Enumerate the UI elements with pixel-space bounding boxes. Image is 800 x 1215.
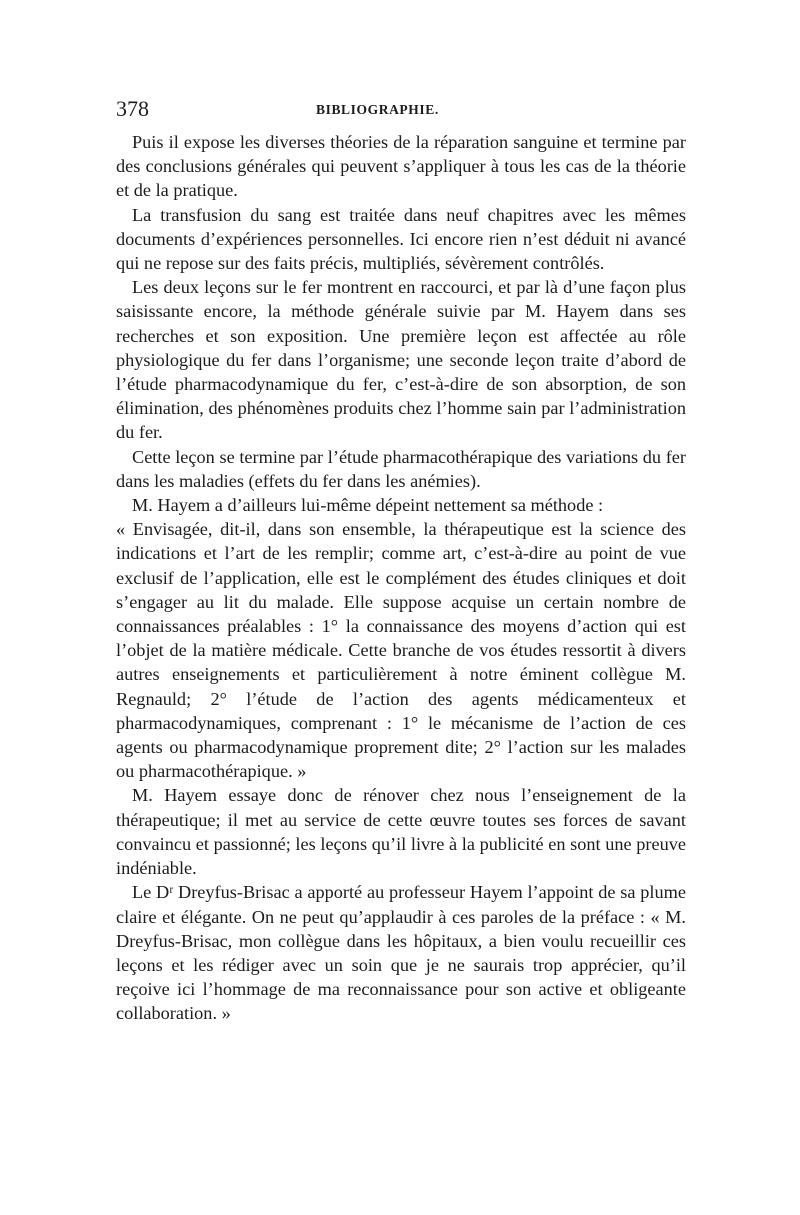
- body-text: [116, 130, 686, 1026]
- paragraph-iron-conclusion: Cette leçon se termine par l’étude pharmacothérapique des variations du fer dans les maladies (effets du fer dans les anémies).: [116, 446, 686, 491]
- paragraph-iron-lessons: Les deux leçons sur le fer montrent en raccourci, et par là d’une façon plus saisissante encore, la méthode générale suivie par M. Hayem dans ses recherches et son exposition. Une première leçon est affectée au rôle physiologique du fer dans l’organisme; une seconde leçon traite d’abord de l’étude pharmacodynamique du fer, c’est-à-dire de son absorption, de son élimination, des phénomènes produits chez l’homme sain par l’administration du fer.: [116, 277, 686, 443]
- paragraph-method-intro: M. Hayem a d’ailleurs lui-même dépeint nettement sa méthode :: [132, 495, 604, 516]
- running-head: BIBLIOGRAPHIE.: [316, 102, 439, 117]
- page-number: 378: [116, 96, 149, 121]
- paragraph-transfusion: La transfusion du sang est traitée dans neuf chapitres avec les mêmes documents d’expériences personnelles. Ici encore rien n’est déduit ni avancé qui ne repose sur des faits précis, multipliés, sévèrement contrôlés.: [116, 204, 686, 274]
- paragraph-theories: Puis il expose les diverses théories de la réparation sanguine et termine par des conclusions générales qui peuvent s’appliquer à tous les cas de la théorie et de la pratique.: [116, 132, 686, 201]
- page-header: [116, 96, 686, 122]
- paragraph-renewal: M. Hayem essaye donc de rénover chez nous l’enseignement de la thérapeutique; il met au service de cette œuvre toutes ses forces de savant convaincu et passionné; les leçons qu’il livre à la publicité en sont une preuve indéniable.: [116, 785, 686, 879]
- paragraph-acknowledgement: Le Dʳ Dreyfus-Brisac a apporté au professeur Hayem l’appoint de sa plume claire et élégante. On ne peut qu’applaudir à ces paroles de la préface : « M. Dreyfus-Brisac, mon collègue dans les hôpitaux, a bien voulu recueillir ces leçons et les rédiger avec un soin que je ne saurais trop apprécier, qu’il reçoive ici l’hommage de ma reconnaissance pour son active et obligeante collaboration. »: [116, 882, 686, 1024]
- method-quotation: « Envisagée, dit-il, dans son ensemble, la thérapeutique est la science des indications et l’art de les remplir; comme art, c’est-à-dire au point de vue exclusif de l’application, elle est le complément des études cliniques et doit s’engager au lit du malade. Elle suppose acquise un certain nombre de connaissances préalables : 1° la connaissance des moyens d’action qui est l’objet de la matière médicale. Cette branche de vos études ressortit à divers autres enseignements et particulièrement à notre éminent collègue M. Regnauld; 2° l’étude de l’action des agents médicamenteux et pharmacodynamiques, comprenant : 1° le mécanisme de l’action de ces agents ou pharmacodynamique proprement dite; 2° l’action sur les malades ou pharmacothérapique. »: [116, 519, 686, 782]
